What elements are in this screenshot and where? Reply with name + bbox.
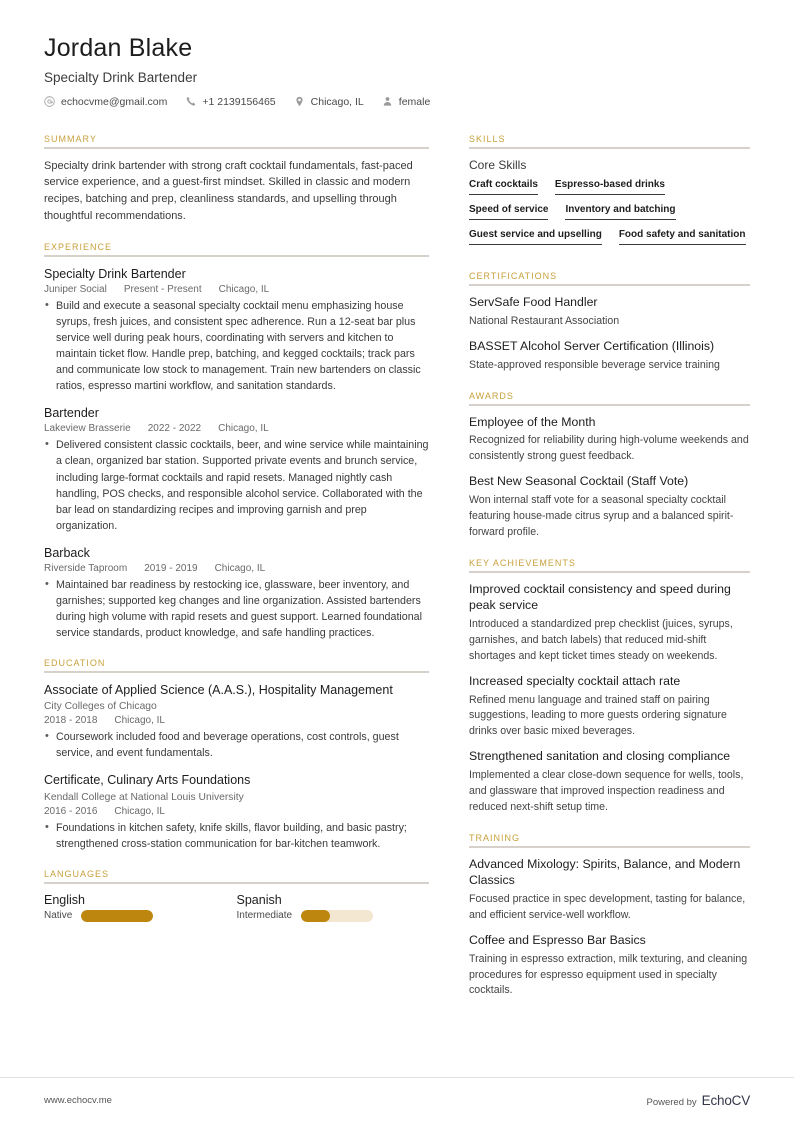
education-entry: [44, 772, 429, 851]
phone-icon: [185, 96, 196, 107]
contact-location: [294, 96, 364, 108]
section-divider: [44, 255, 429, 257]
experience-meta: [44, 284, 429, 295]
experience-meta: [44, 423, 429, 434]
education-bullets: [44, 729, 429, 761]
footer-powered-label: Powered by: [646, 1097, 697, 1108]
section-title-education: EDUCATION: [44, 658, 106, 669]
achievement-title: Increased specialty cocktail attach rate: [469, 673, 681, 688]
experience-dates: 2022 - 2022: [147, 423, 202, 435]
section-title-summary: SUMMARY: [44, 133, 97, 144]
email-icon: [44, 96, 55, 107]
education-school: City Colleges of Chicago: [44, 701, 157, 713]
certification-title: BASSET Alcohol Server Certification (Illinois): [469, 338, 715, 353]
experience-dates: 2019 - 2019: [144, 562, 198, 574]
section-education: [44, 658, 429, 851]
section-divider: [469, 404, 750, 406]
location-pin-icon: [294, 96, 305, 107]
experience-entry: [44, 405, 429, 534]
experience-dates: Present - Present: [123, 283, 202, 295]
training-title: Advanced Mixology: Spirits, Balance, and Modern Classics: [469, 856, 741, 887]
education-entry: [44, 682, 429, 761]
resume-body: [44, 134, 750, 1017]
education-school: Kendall College at National Louis University: [44, 791, 244, 803]
skill-chip: Speed of service: [469, 204, 548, 220]
candidate-name: Jordan Blake: [44, 34, 193, 62]
experience-entry: [44, 545, 429, 641]
certification-title: ServSafe Food Handler: [469, 294, 598, 309]
experience-bullets: [44, 437, 429, 533]
list-item: • Foundations in kitchen safety, knife skills, flavor building, and basic pastry; strengthened cross-station communication for bar-kitchen teamwork.: [44, 820, 429, 852]
section-awards: [469, 391, 750, 541]
training-description: Focused practice in spec development, tasting for balance, and efficient service-well workflow.: [469, 892, 746, 921]
section-divider: [44, 882, 429, 884]
achievement-title: Strengthened sanitation and closing compliance: [469, 749, 731, 764]
education-degree: Associate of Applied Science (A.A.S.), Hospitality Management: [44, 683, 393, 698]
experience-job-title: Specialty Drink Bartender: [44, 266, 186, 281]
training-item: [469, 933, 750, 1000]
contact-gender: [382, 96, 431, 108]
language-level: Intermediate: [236, 910, 293, 922]
language-proficiency-bar: [81, 910, 153, 922]
list-item: • Coursework included food and beverage operations, cost controls, guest service, and event fundamentals.: [44, 729, 429, 761]
training-title: Coffee and Espresso Bar Basics: [469, 932, 646, 947]
skill-chip: Espresso-based drinks: [555, 179, 665, 195]
contact-email-value: echocvme@gmail.com: [61, 95, 168, 108]
section-experience: [44, 242, 429, 642]
achievement-item: [469, 749, 750, 816]
section-title-awards: AWARDS: [469, 390, 514, 401]
experience-org: Juniper Social: [44, 283, 107, 295]
section-title-certifications: CERTIFICATIONS: [469, 270, 558, 281]
experience-org: Riverside Taproom: [44, 562, 128, 574]
section-training: [469, 833, 750, 999]
section-key-achievements: [469, 558, 750, 816]
contact-gender-value: female: [398, 95, 431, 108]
language-item: [237, 893, 430, 922]
footer-powered-by: [647, 1093, 751, 1108]
achievement-title: Improved cocktail consistency and speed during peak service: [469, 581, 731, 612]
section-title-training: TRAINING: [469, 832, 521, 843]
award-description: Won internal staff vote for a seasonal specialty cocktail featuring house-made citrus syrup and a balanced spirit-forward profile.: [469, 494, 734, 539]
contact-phone-value: +1 2139156465: [202, 95, 276, 108]
contact-location-value: Chicago, IL: [310, 95, 364, 108]
list-item: • Delivered consistent classic cocktails, beer, and wine service while maintaining a clean, organized bar station. Supported private events and brunch service, including large-format cocktails and rapid resets. Managed nightly cash handling, POS checks, and responsible alcohol service. Collaborated with the bar lead on standardizing recipes and improving garnish and prep organization.: [44, 437, 429, 533]
list-item: • Maintained bar readiness by restocking ice, glassware, beer inventory, and garnishes; supported keg changes and line organization. Assisted bartenders during high volume with rapid resets and guest support. Learned foundational service standards, product knowledge, and safe handling practices.: [44, 577, 429, 641]
language-proficiency-bar: [301, 910, 373, 922]
experience-org: Lakeview Brasserie: [44, 423, 131, 435]
section-title-experience: EXPERIENCE: [44, 241, 113, 252]
experience-location: Chicago, IL: [218, 423, 269, 435]
language-proficiency-fill: [301, 910, 330, 922]
achievement-item: [469, 582, 750, 665]
section-title-key-achievements: KEY ACHIEVEMENTS: [469, 557, 576, 568]
education-location: Chicago, IL: [114, 805, 165, 817]
education-meta: [44, 806, 429, 817]
left-column: [44, 134, 429, 939]
section-divider: [44, 671, 429, 673]
certification-item: [469, 339, 750, 374]
skills-chip-list: [469, 179, 750, 254]
section-divider: [469, 846, 750, 848]
footer-site-url[interactable]: www.echocv.me: [44, 1095, 112, 1106]
award-title: Employee of the Month: [469, 414, 596, 429]
skill-chip: Food safety and sanitation: [619, 229, 746, 245]
award-item: [469, 415, 750, 466]
person-icon: [382, 96, 393, 107]
award-item: [469, 474, 750, 541]
language-name: English: [44, 892, 85, 907]
training-description: Training in espresso extraction, milk texturing, and cleaning procedures for espresso equipment used in specialty cocktails.: [469, 952, 748, 997]
achievement-description: Implemented a clear close-down sequence for wells, tools, and glassware that improved inspection readiness and reduced next-shift setup time.: [469, 769, 744, 813]
education-bullets: [44, 820, 429, 852]
experience-location: Chicago, IL: [214, 562, 266, 574]
skills-group-label: Core Skills: [469, 157, 527, 172]
education-degree: Certificate, Culinary Arts Foundations: [44, 773, 251, 788]
experience-bullets: [44, 577, 429, 641]
section-certifications: [469, 271, 750, 374]
section-title-languages: LANGUAGES: [44, 868, 110, 879]
section-divider: [469, 284, 750, 286]
language-item: [44, 893, 237, 922]
skill-chip: Guest service and upselling: [469, 229, 602, 245]
summary-text: Specialty drink bartender with strong craft cocktail fundamentals, fast-paced service experience, and a guest-first mindset. Skilled in classic and modern recipes, batching and prep, cleanliness standards, and upselling through thoughtful recommendations.: [44, 159, 413, 222]
contact-email[interactable]: [44, 96, 167, 108]
contact-phone[interactable]: [185, 96, 275, 108]
list-item: • Build and execute a seasonal specialty cocktail menu emphasizing house syrups, fresh juices, and consistent spec adherence. Run a 12-seat bar plus service well during peak hours, coordinating with servers and kitchen to maintain ticket flow. Handle prep, batching, and kegged cocktails; track pars and communicate low stock to management. Train new bartenders on classic ratios, espresso martini workflow, and sanitation standards.: [44, 298, 429, 394]
experience-bullets: [44, 298, 429, 394]
achievement-description: Introduced a standardized prep checklist (juices, syrups, garnishes, and batch labels) that reduced mid-shift shortages and kept ticket times steady on weekends.: [469, 617, 733, 662]
section-divider: [44, 147, 429, 149]
footer-brand-name: EchoCV: [701, 1093, 750, 1108]
skill-chip: Inventory and batching: [565, 204, 675, 220]
language-level-row: [237, 910, 430, 922]
language-proficiency-fill: [81, 910, 153, 922]
section-title-skills: SKILLS: [469, 133, 506, 144]
language-name: Spanish: [236, 892, 282, 907]
candidate-headline: Specialty Drink Bartender: [44, 69, 198, 85]
page-footer: [0, 1077, 794, 1123]
certification-item: [469, 295, 750, 330]
experience-entry: [44, 266, 429, 395]
resume-header: [44, 34, 750, 108]
award-title: Best New Seasonal Cocktail (Staff Vote): [469, 474, 689, 489]
section-divider: [469, 571, 750, 573]
section-summary: [44, 134, 429, 225]
language-level: Native: [44, 910, 73, 922]
education-location: Chicago, IL: [114, 715, 165, 727]
contact-row: [44, 96, 750, 108]
certification-issuer: State-approved responsible beverage service training: [469, 358, 720, 371]
right-column: [469, 134, 750, 1017]
training-item: [469, 857, 750, 924]
section-languages: [44, 869, 429, 922]
experience-location: Chicago, IL: [218, 283, 270, 295]
education-dates: 2016 - 2016: [44, 805, 98, 817]
language-level-row: [44, 910, 237, 922]
achievement-description: Refined menu language and trained staff on pairing suggestions, leading to more guests ordering signature drinks over basic mixed beverages.: [469, 693, 727, 738]
section-divider: [469, 147, 750, 149]
experience-job-title: Bartender: [44, 406, 99, 421]
experience-meta: [44, 563, 429, 574]
education-meta: [44, 715, 429, 726]
section-skills: [469, 134, 750, 254]
achievement-item: [469, 674, 750, 741]
award-description: Recognized for reliability during high-volume weekends and consistently strong guest feedback.: [469, 434, 749, 463]
language-list: [44, 893, 429, 922]
skill-chip: Craft cocktails: [469, 179, 538, 195]
education-dates: 2018 - 2018: [44, 715, 98, 727]
experience-job-title: Barback: [44, 545, 90, 560]
certification-issuer: National Restaurant Association: [469, 314, 620, 327]
